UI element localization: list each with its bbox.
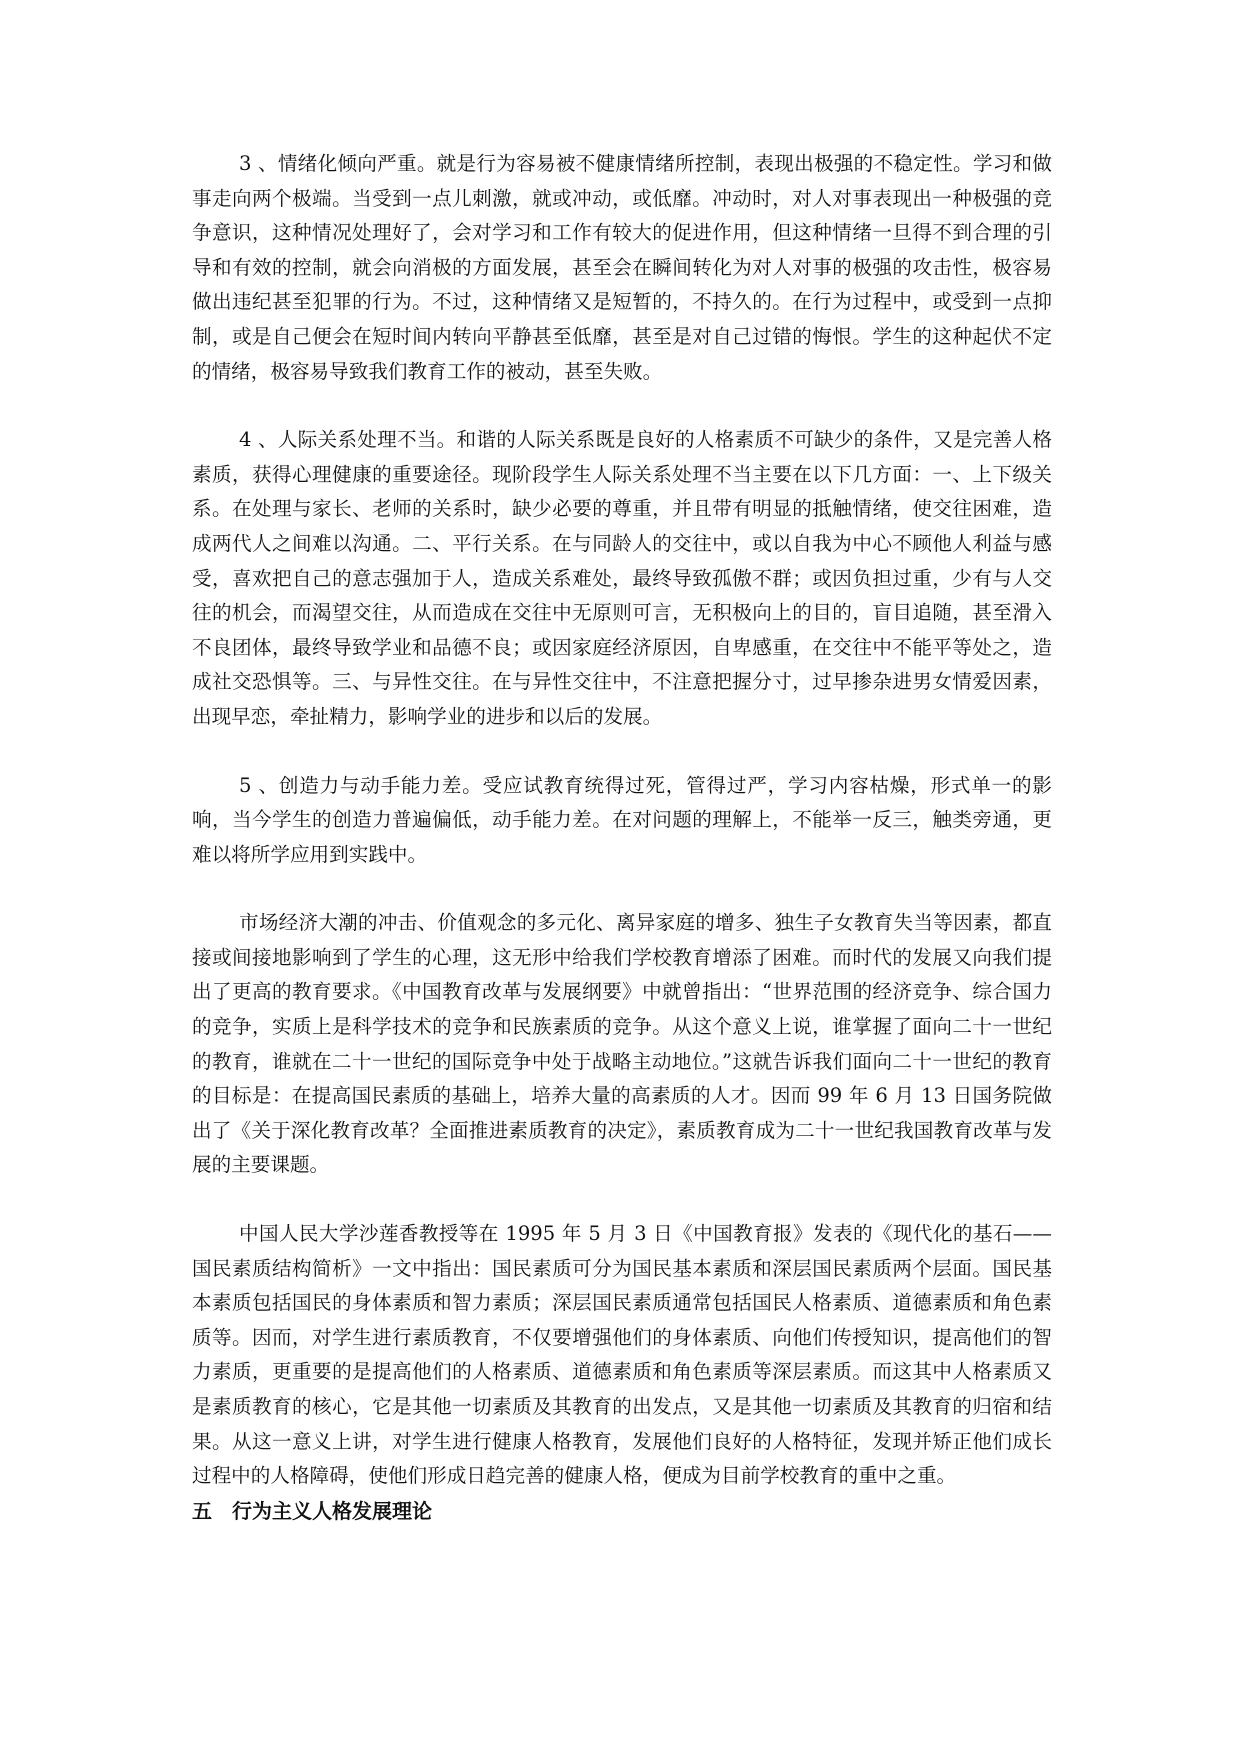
section-heading: 五 行为主义人格发展理论: [192, 1498, 432, 1523]
paragraph-creativity: 5 、创造力与动手能力差。受应试教育统得过死，管得过严，学习内容枯燥，形式单一的影响，当今学生的创造力普遍偏低，动手能力差。在对问题的理解上，不能举一反三，触类旁通，更难以将所学应用到实践中。: [192, 773, 1052, 866]
paragraph-emotional-tendency: 3 、情绪化倾向严重。就是行为容易被不健康情绪所控制，表现出极强的不稳定性。学习和做事走向两个极端。当受到一点儿刺激，就或冲动，或低靡。冲动时，对人对事表现出一种极强的竞争意识，这种情况处理好了，会对学习和工作有较大的促进作用，但这种情绪一旦得不到合理的引导和有效的控制，就会向消极的方面发展，甚至会在瞬间转化为对人对事的极强的攻击性，极容易做出违纪甚至犯罪的行为。不过，这种情绪又是短暂的，不持久的。在行为过程中，或受到一点抑制，或是自己便会在短时间内转向平静甚至低靡，甚至是对自己过错的悔恨。学生的这种起伏不定的情绪，极容易导致我们教育工作的被动，甚至失败。: [192, 152, 1052, 383]
paragraph-interpersonal-relations: 4 、人际关系处理不当。和谐的人际关系既是良好的人格素质不可缺少的条件，又是完善人格素质，获得心理健康的重要途径。现阶段学生人际关系处理不当主要在以下几方面：一、上下级关系。在处理与家长、老师的关系时，缺少必要的尊重，并且带有明显的抵触情绪，使交往困难，造成两代人之间难以沟通。二、平行关系。在与同龄人的交往中，或以自我为中心不顾他人利益与感受，喜欢把自己的意志强加于人，造成关系难处，最终导致孤傲不群；或因负担过重，少有与人交往的机会，而渴望交往，从而造成在交往中无原则可言，无积极向上的目的，盲目追随，甚至滑入不良团体，最终导致学业和品德不良；或因家庭经济原因，自卑感重，在交往中不能平等处之，造成社交恐惧等。三、与异性交往。在与异性交往中，不注意把握分寸，过早掺杂进男女情爱因素，出现早恋，牵扯精力，影响学业的进步和以后的发展。: [192, 428, 1052, 728]
paragraph-market-economy: 市场经济大潮的冲击、价值观念的多元化、离异家庭的增多、独生子女教育失当等因素，都直接或间接地影响到了学生的心理，这无形中给我们学校教育增添了困难。而时代的发展又向我们提出了更高的教育要求。《中国教育改革与发展纲要》中就曾指出：“世界范围的经济竞争、综合国力的竞争，实质上是科学技术的竞争和民族素质的竞争。从这个意义上说，谁掌握了面向二十一世纪的教育，谁就在二十一世纪的国际竞争中处于战略主动地位。”这就告诉我们面向二十一世纪的教育的目标是：在提高国民素质的基础上，培养大量的高素质的人才。因而 99 年 6 月 13 日国务院做出了《关于深化教育改革？全面推进素质教育的决定》，素质教育成为二十一世纪我国教育改革与发展的主要课题。: [192, 911, 1052, 1177]
document-page: [192, 147, 1052, 1528]
paragraph-national-quality: 中国人民大学沙莲香教授等在 1995 年 5 月 3 日《中国教育报》发表的《现代化的基石——国民素质结构简析》一文中指出：国民素质可分为国民基本素质和深层国民素质两个层面。国民基本素质包括国民的身体素质和智力素质；深层国民素质通常包括国民人格素质、道德素质和角色素质等。因而，对学生进行素质教育，不仅要增强他们的身体素质、向他们传授知识，提高他们的智力素质，更重要的是提高他们的人格素质、道德素质和角色素质等深层素质。而这其中人格素质又是素质教育的核心，它是其他一切素质及其教育的出发点，又是其他一切素质及其教育的归宿和结果。从这一意义上讲，对学生进行健康人格教育，发展他们良好的人格特征，发现并矫正他们成长过程中的人格障碍，使他们形成日趋完善的健康人格，便成为目前学校教育的重中之重。: [192, 1222, 1052, 1488]
